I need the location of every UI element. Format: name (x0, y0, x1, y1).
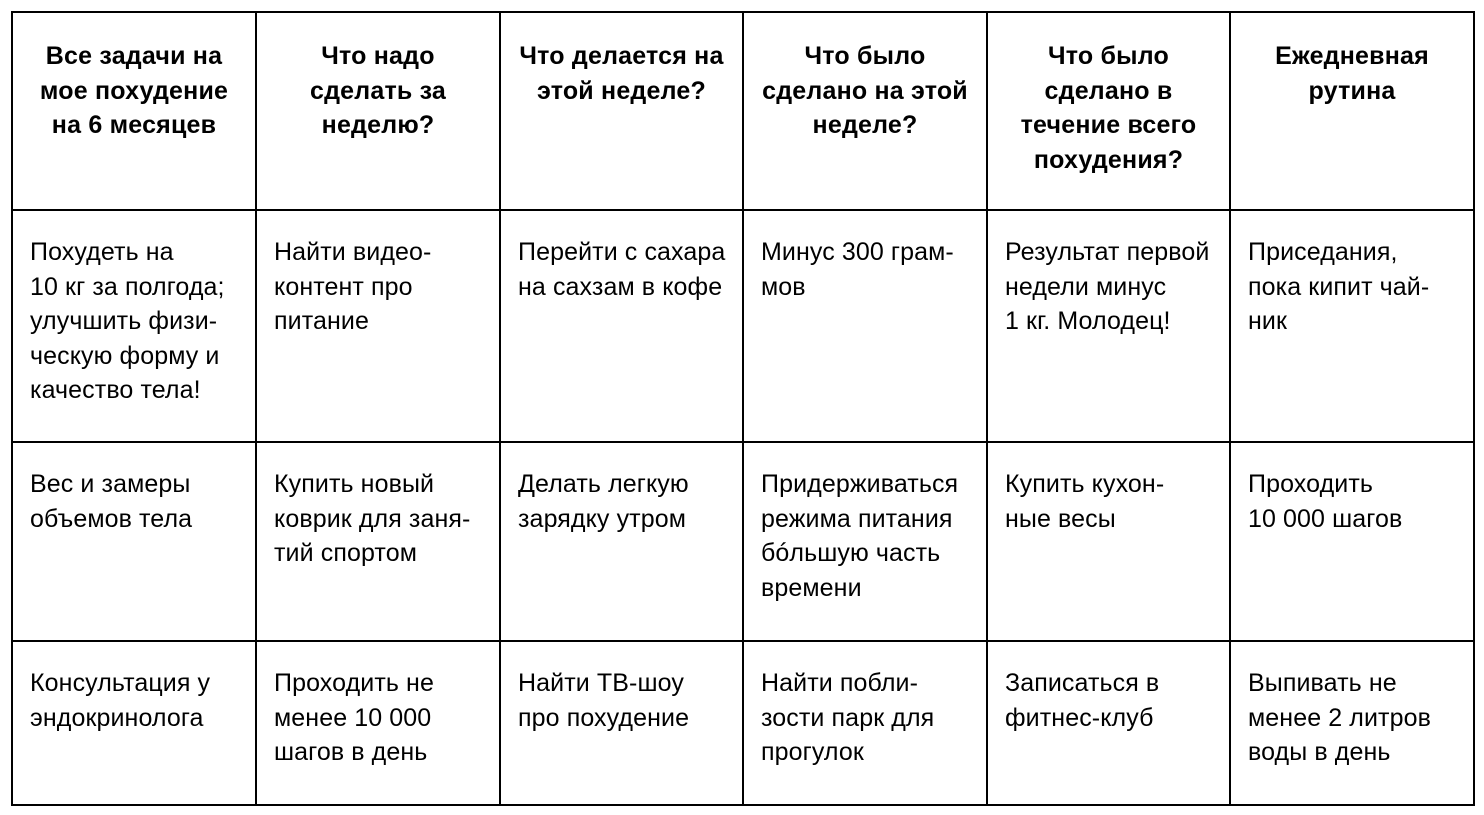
table-cell (1230, 641, 1474, 805)
table-cell (500, 641, 743, 805)
header-in-progress-text: Что делается на этой неделе? (519, 42, 724, 105)
header-week-todo-text: Что надо сделать за неделю? (309, 42, 447, 139)
table-row (12, 210, 1474, 442)
cell-text: Вес и замеры объемов тела (30, 470, 193, 533)
table-cell (743, 210, 987, 442)
table-row (12, 442, 1474, 641)
header-daily-routine (1230, 12, 1474, 210)
table-cell (987, 210, 1230, 442)
table-row (12, 641, 1474, 805)
cell-text: Найти побли- зости парк для прогулок (761, 669, 935, 766)
header-all-tasks (12, 12, 256, 210)
cell-text: Проходить 10 000 шагов (1248, 470, 1403, 533)
table-cell (500, 442, 743, 641)
cell-text: Проходить не менее 10 000 шагов в день (274, 669, 434, 766)
cell-text: Записаться в фитнес-клуб (1005, 669, 1160, 732)
cell-text: Выпивать не менее 2 литров воды в день (1248, 669, 1431, 766)
header-done-this-week (743, 12, 987, 210)
cell-text: Найти ТВ-шоу про похудение (518, 669, 690, 732)
header-week-todo (256, 12, 500, 210)
cell-text: Приседания, пока кипит чай- ник (1248, 238, 1430, 335)
weight-loss-planner-table (11, 11, 1475, 806)
table-cell (743, 442, 987, 641)
cell-text: Похудеть на 10 кг за полгода; улучшить физи- ческую форму и качество тела! (30, 238, 225, 404)
header-in-progress (500, 12, 743, 210)
cell-text: Минус 300 грам- мов (761, 238, 954, 301)
table-cell (256, 442, 500, 641)
table-cell (743, 641, 987, 805)
cell-text: Делать легкую зарядку утром (518, 470, 689, 533)
header-row (12, 12, 1474, 210)
cell-text: Найти видео- контент про питание (274, 238, 432, 335)
table-cell (12, 210, 256, 442)
cell-text: Перейти с сахара на сахзам в кофе (518, 238, 726, 301)
table-cell (500, 210, 743, 442)
table-cell (256, 210, 500, 442)
cell-text: Придерживаться режима питания бóльшую часть времени (761, 470, 959, 602)
table-cell (12, 641, 256, 805)
cell-text: Купить кухон- ные весы (1005, 470, 1165, 533)
cell-text: Консультация у эндокринолога (30, 669, 211, 732)
table-cell (987, 641, 1230, 805)
header-done-total-text: Что было сделано в течение всего похудения? (1020, 42, 1197, 174)
table-cell (1230, 442, 1474, 641)
header-done-this-week-text: Что было сделано на этой неделе? (762, 42, 968, 139)
table-cell (12, 442, 256, 641)
table-cell (256, 641, 500, 805)
header-all-tasks-text: Все задачи на мое похудение на 6 месяцев (39, 42, 229, 139)
table-cell (987, 442, 1230, 641)
cell-text: Купить новый коврик для заня- тий спортом (274, 470, 471, 567)
header-done-total (987, 12, 1230, 210)
header-daily-routine-text: Ежедневная рутина (1275, 42, 1429, 105)
table-cell (1230, 210, 1474, 442)
cell-text: Результат первой недели минус 1 кг. Молодец! (1005, 238, 1210, 335)
